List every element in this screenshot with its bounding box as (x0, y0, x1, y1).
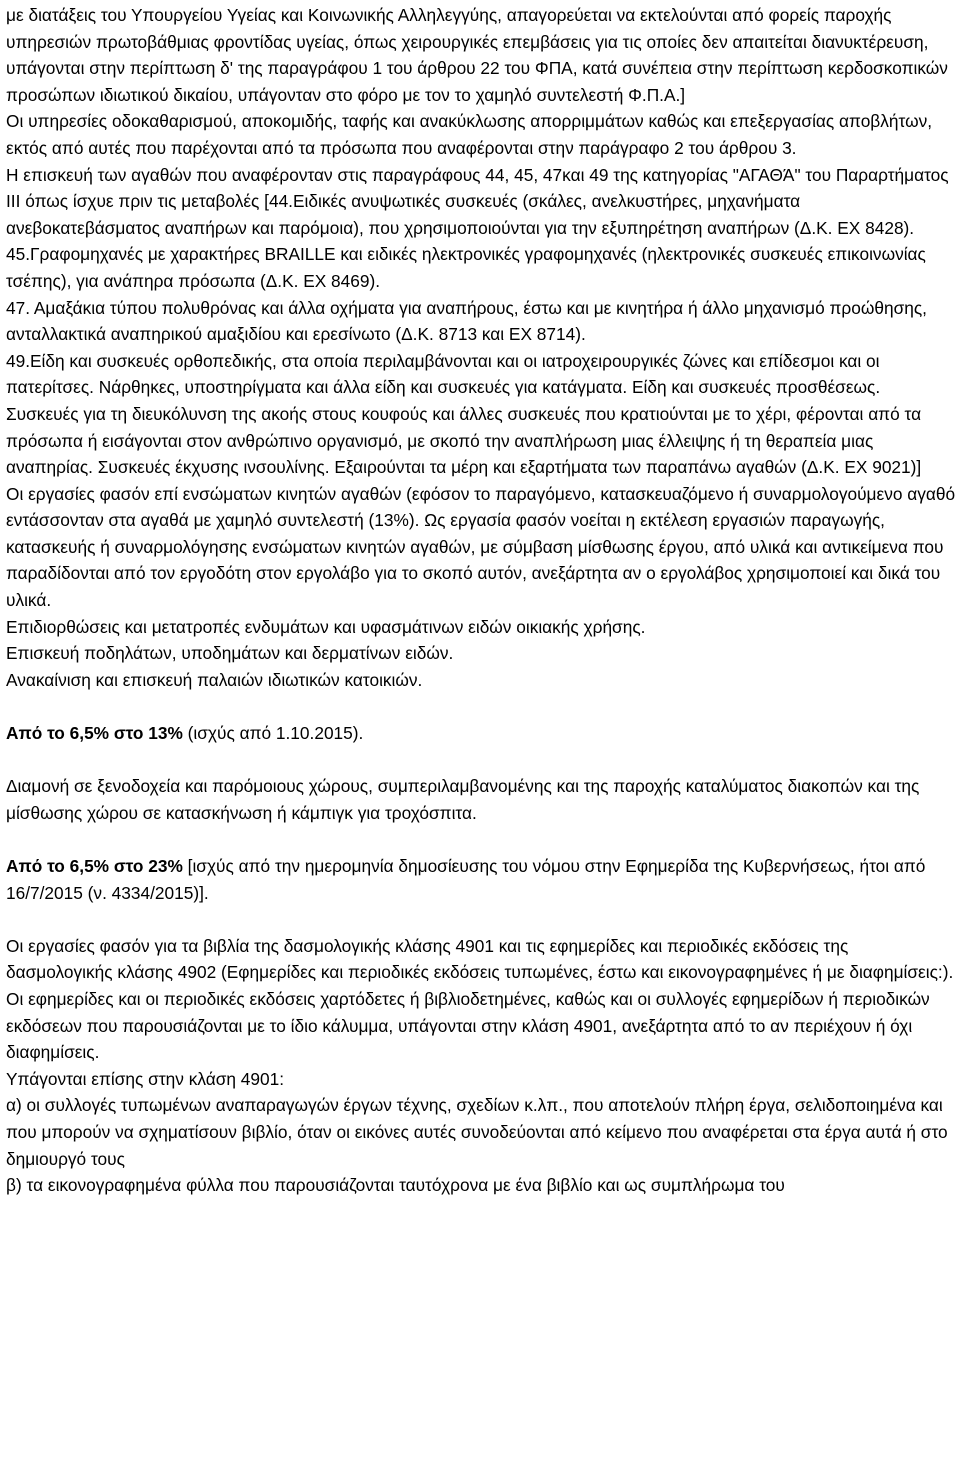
spacer (6, 747, 956, 774)
waste-services-paragraph: Οι υπηρεσίες οδοκαθαρισμού, αποκομιδής, ταφής και ανακύκλωσης απορριμμάτων καθώς και επεξεργασίας αποβλήτων, εκτός από αυτές που παρέχονται από τα πρόσωπα που αναφέρονται στην παράγραφο 2 του άρθρου 3. (6, 111, 933, 158)
item-49-paragraph: 49.Είδη και συσκευές ορθοπεδικής, στα οποία περιλαμβάνονται και οι ιατροχειρουργικές ζώνες και επίδεσμοι και οι πατερίτσες. Νάρθηκες, υποστηρίγματα και άλλα είδη και συσκευές για κατάγματα. Είδη και συσκευές προσθέσεως. Συσκευές για τη διευκόλυνση της ακοής στους κουφούς και άλλες συσκευές που κρατιούνται με το χέρι, φέρονται από τα πρόσωπα ή εισάγονται στον ανθρώπινο οργανισμό, με σκοπό την αναπλήρωση μιας έλλειψης ή τη θεραπεία μιας αναπηρίας. Συσκευές έκχυσης ινσουλίνης. Εξαιρούνται τα μέρη και εξαρτήματα των παραπάνω αγαθών (Δ.Κ. ΕΧ 9021)] (6, 350, 922, 478)
rate-change-23-effective: [ισχύς από την ημερομηνία δημοσίευσης του νόμου στην Εφημερίδα της Κυβερνήσεως, ήτοι από 16/7/2015 (ν. 4334/2015)]. (6, 856, 926, 903)
spacer (6, 906, 956, 933)
item-47-paragraph: 47. Αμαξάκια τύπου πολυθρόνας και άλλα οχήματα για αναπήρους, έστω και με κινητήρα ή άλλο μηχανισμό προώθησης, ανταλλακτικά αναπηρικού αμαξιδίου και ερεσίνωτο (Δ.Κ. 8713 και ΕΧ 8714). (6, 297, 927, 345)
facon-work-paragraph: Οι εργασίες φασόν επί ενσώματων κινητών αγαθών (εφόσον το παραγόμενο, κατασκευαζόμενο ή συναρμολογούμενο αγαθό εντάσσονταν στα αγαθά με χαμηλό συντελεστή (13%). Ως εργασία φασόν νοείται η εκτέλεση εργασιών παραγωγής, κατασκευής ή συναρμολόγησης ενσώματων κινητών αγαθών, με σύμβαση μίσθωσης έργου, από υλικά και αντικείμενα που παραδίδονται από τον εργοδότη στον εργολάβο για το σκοπό αυτόν, ανεξάρτητα αν ο εργολάβος χρησιμοποιεί και δικά του υλικά. (6, 483, 956, 611)
bicycle-repair-line: Επισκευή ποδηλάτων, υποδημάτων και δερματίνων ειδών. (6, 643, 454, 664)
housing-repair-line: Ανακαίνιση και επισκευή παλαιών ιδιωτικών κατοικιών. (6, 669, 423, 690)
class-4901-item-a: α) οι συλλογές τυπωμένων αναπαραγωγών έργων τέχνης, σχεδίων κ.λπ., που αποτελούν πλήρη έργα, σελιδοποιημένα και που μπορούν να σχηματίσουν βιβλίο, όταν οι εικόνες αυτές συνοδεύονται από κείμενο που αναφέρεται στα έργα αυτά ή στο δημιουργό τους (6, 1095, 948, 1169)
rate-change-13-effective: (ισχύς από 1.10.2015). (182, 723, 364, 744)
item-45-paragraph: 45.Γραφομηχανές με χαρακτήρες BRAILLE και ειδικές ηλεκτρονικές γραφομηχανές (ηλεκτρονικές συσκευές επικοινωνίας τσέπης), για ανάπηρα πρόσωπα (Δ.Κ. ΕΧ 8469). (6, 244, 926, 291)
rate-change-23-line (6, 853, 956, 906)
rate-change-13-line (6, 720, 956, 747)
intro-paragraph: με διατάξεις του Υπουργείου Υγείας και Κοινωνικής Αλληλεγγύης, απαγορεύεται να εκτελούνται από φορείς παροχής υπηρεσιών πρωτοβάθμιας φροντίδας υγείας, όπως χειρουργικές επεμβάσεις για τις οποίες δεν απαιτείται διανυκτέρευση, υπάγονται στην περίπτωση δ' της παραγράφου 1 του άρθρου 22 του ΦΠΑ, κατά συνέπεια στην περίπτωση κερδοσκοπικών προσώπων ιδιωτικού δικαίου, υπάγονταν στο φόρο με τον το χαμηλό συντελεστή Φ.Π.Α.] (6, 5, 948, 105)
class-4901-item-b: β) τα εικονογραφημένα φύλλα που παρουσιάζονται ταυτόχρονα με ένα βιβλίο και ως συμπλήρωμα του (6, 1175, 785, 1196)
clothing-repair-line: Επιδιορθώσεις και μετατροπές ενδυμάτων και υφασμάτινων ειδών οικιακής χρήσης. (6, 616, 646, 637)
repair-goods-paragraph: Η επισκευή των αγαθών που αναφέρονταν στις παραγράφους 44, 45, 47και 49 της κατηγορίας "ΑΓΑΘΆ" του Παραρτήματος ΙΙΙ όπως ίσχυε πριν τις μεταβολές [44.Ειδικές ανυψωτικές συσκευές (σκάλες, ανελκυστήρες, μηχανήματα ανεβοκατεβάσματος αναπήρων και παρόμοια), που χρησιμοποιούνται για την εξυπηρέτηση αναπήρων (Δ.Κ. ΕΧ 8428). (6, 164, 949, 238)
rate-change-23-label: Από το 6,5% στο 23% (6, 856, 183, 876)
spacer (6, 826, 956, 853)
rate-change-13-label: Από το 6,5% στο 13% (6, 723, 183, 744)
class-4901-intro: Υπάγονται επίσης στην κλάση 4901: (6, 1068, 285, 1089)
spacer (6, 693, 956, 720)
books-facon-paragraph: Οι εργασίες φασόν για τα βιβλία της δασμολογικής κλάσης 4901 και τις εφημερίδες και περιοδικές εκδόσεις της δασμολογικής κλάσης 4902 (Εφημερίδες και περιοδικές εκδόσεις τυπωμένες, έστω και εικονογραφημένες ή με διαφημίσεις:). Οι εφημερίδες και οι περιοδικές εκδόσεις χαρτόδετες ή βιβλιοδετημένες, καθώς και οι συλλογές εφημερίδων ή περιοδικών εκδόσεων που παρουσιάζονται με το ίδιο κάλυμμα, υπάγονται στην κλάση 4901, ανεξάρτητα από το αν περιέχουν ή όχι διαφημίσεις. (6, 935, 954, 1063)
hotels-paragraph: Διαμονή σε ξενοδοχεία και παρόμοιους χώρους, συμπεριλαμβανομένης και της παροχής καταλύματος διακοπών και της μίσθωσης χώρου σε κατασκήνωση ή κάμπιγκ για τροχόσπιτα. (6, 776, 920, 823)
